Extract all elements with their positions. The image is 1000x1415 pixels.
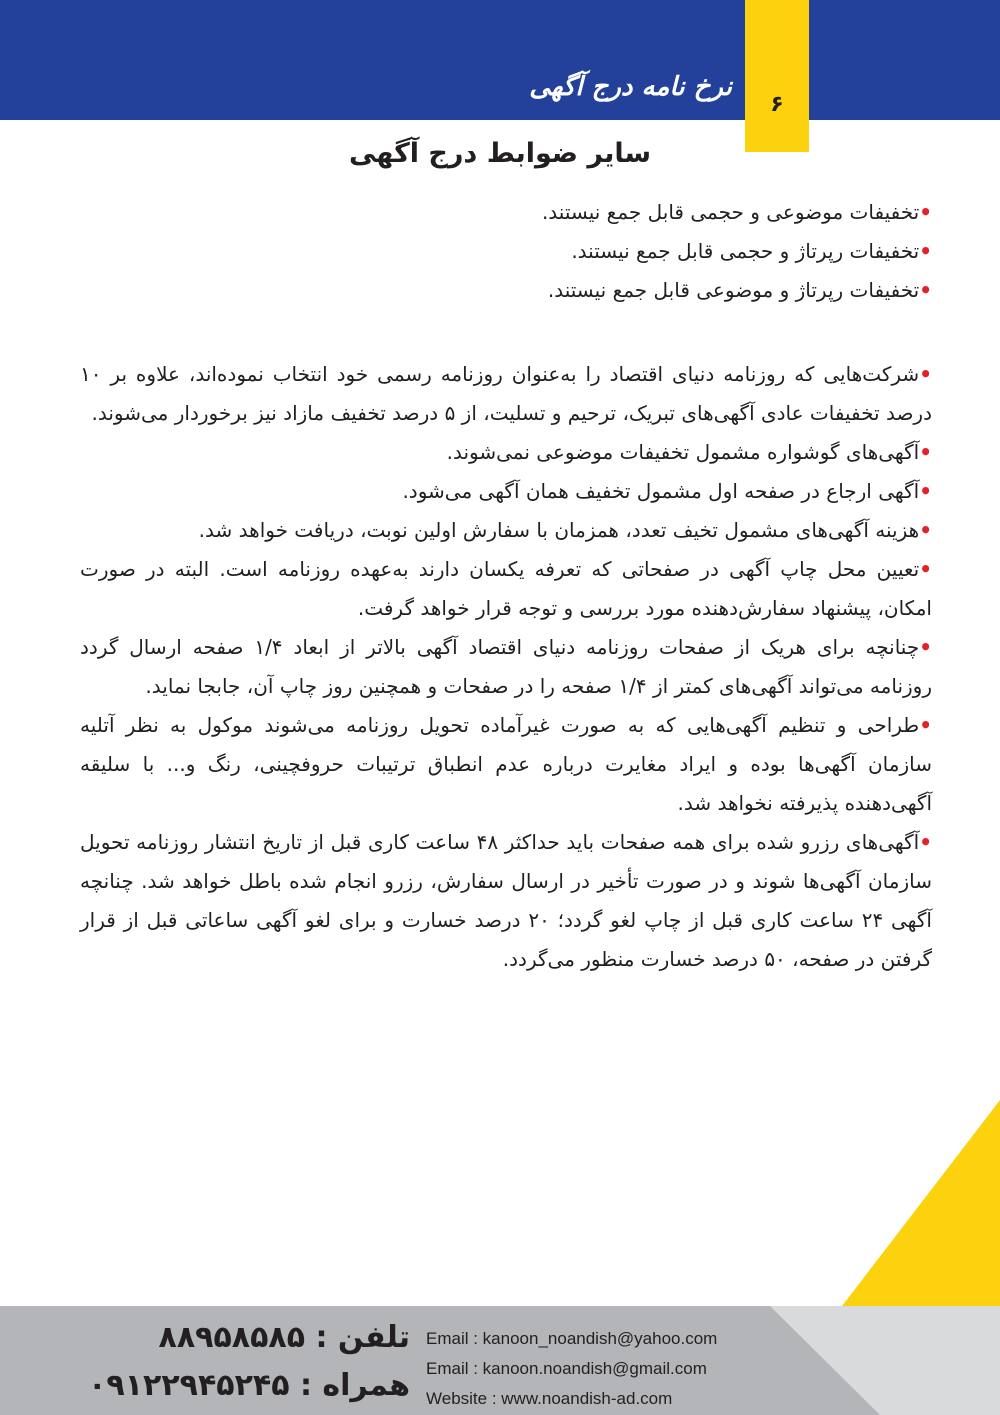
email-yahoo[interactable]: Email : kanoon_noandish@yahoo.com <box>426 1329 718 1348</box>
phone-label: تلفن : <box>315 1320 410 1355</box>
list-item: •تعیین محل چاپ آگهی در صفحاتی که تعرفه یکسان دارند به‌عهده روزنامه است. البته در صورت امکان، پیشنهاد سفارش‌دهنده مورد بررسی و توجه قرار خواهد گرفت. <box>80 557 932 620</box>
bullet-icon: • <box>919 713 932 737</box>
bullet-icon: • <box>919 362 932 386</box>
page-number: ۶ <box>770 92 784 117</box>
phone-line <box>30 1320 410 1355</box>
page-number-tab <box>745 0 809 152</box>
bullet-icon: • <box>919 440 932 464</box>
footer <box>0 1306 1000 1415</box>
bullet-icon: • <box>919 239 932 263</box>
mobile-line <box>30 1368 410 1403</box>
contact-info <box>426 1324 717 1414</box>
mobile-label: همراه : <box>299 1368 410 1403</box>
rules-list <box>80 193 932 979</box>
bullet-icon: • <box>919 518 932 542</box>
list-item: •آگهی ارجاع در صفحه اول مشمول تخفیف همان آگهی می‌شود. <box>402 479 932 503</box>
list-item: •شرکت‌هایی که روزنامه دنیای اقتصاد را به‌عنوان روزنامه رسمی خود انتخاب نموده‌اند، علاوه بر ۱۰ درصد تخفیفات عادی آگهی‌های تبریک، ترحیم و تسلیت، از ۵ درصد تخفیف مازاد نیز برخوردار می‌شوند. <box>80 362 932 425</box>
list-item: •هزینه آگهی‌های مشمول تخیف تعدد، همزمان با سفارش اولین نوبت، دریافت خواهد شد. <box>198 518 932 542</box>
list-item: •چنانچه برای هریک از صفحات روزنامه دنیای اقتصاد آگهی بالاتر از ابعاد ۱/۴ صفحه ارسال گردد روزنامه می‌تواند آگهی‌های کمتر از ۱/۴ صفحه را در صفحات و همچنین روز چاپ آن، جابجا نماید. <box>80 635 932 698</box>
section-gap <box>80 310 932 355</box>
list-item: •تخفیفات موضوعی و حجمی قابل جمع نیستند. <box>541 200 932 224</box>
mobile-number[interactable]: ۰۹۱۲۲۹۴۵۲۴۵ <box>88 1368 290 1403</box>
bullet-icon: • <box>919 830 932 854</box>
bullet-icon: • <box>919 479 932 503</box>
bullet-icon: • <box>919 557 932 581</box>
bullet-icon: • <box>919 278 932 302</box>
page-title: سایر ضوابط درج آگهی <box>348 138 652 169</box>
list-item: •تخفیفات رپرتاژ و موضوعی قابل جمع نیستند. <box>547 278 932 302</box>
email-gmail[interactable]: Email : kanoon.noandish@gmail.com <box>426 1359 707 1378</box>
list-item: •آگهی‌های رزرو شده برای همه صفحات باید حداکثر ۴۸ ساعت کاری قبل از تاریخ انتشار روزنامه تحویل سازمان آگهی‌ها شوند و در صورت تأخیر در ارسال سفارش، رزرو انجام شده باطل خواهد شد. چنانچه آگهی ۲۴ ساعت کاری قبل از چاپ لغو گردد؛ ۲۰ درصد خسارت و برای لغو آگهی ساعاتی قبل از قرار گرفتن در صفحه، ۵۰ درصد خسارت منظور می‌گردد. <box>80 830 932 971</box>
header-band <box>0 0 1000 120</box>
list-item: •تخفیفات رپرتاژ و حجمی قابل جمع نیستند. <box>571 239 932 263</box>
header-title: نرخ نامه درج آگهی <box>529 72 732 102</box>
bullet-icon: • <box>919 200 932 224</box>
bullet-icon: • <box>919 635 932 659</box>
phone-number[interactable]: ۸۸۹۵۸۵۸۵ <box>158 1320 305 1355</box>
list-item: •طراحی و تنظیم آگهی‌هایی که به صورت غیرآماده تحویل روزنامه می‌شوند موکول به نظر آتلیه سازمان آگهی‌ها بوده و ایراد مغایرت درباره عدم انطباق ترتیبات حروفچینی، رنگ و... با سلیقه آگهی‌دهنده پذیرفته نخواهد شد. <box>80 713 932 815</box>
website-link[interactable]: Website : www.noandish-ad.com <box>426 1389 673 1408</box>
list-item: •آگهی‌های گوشواره مشمول تخفیفات موضوعی نمی‌شوند. <box>446 440 932 464</box>
